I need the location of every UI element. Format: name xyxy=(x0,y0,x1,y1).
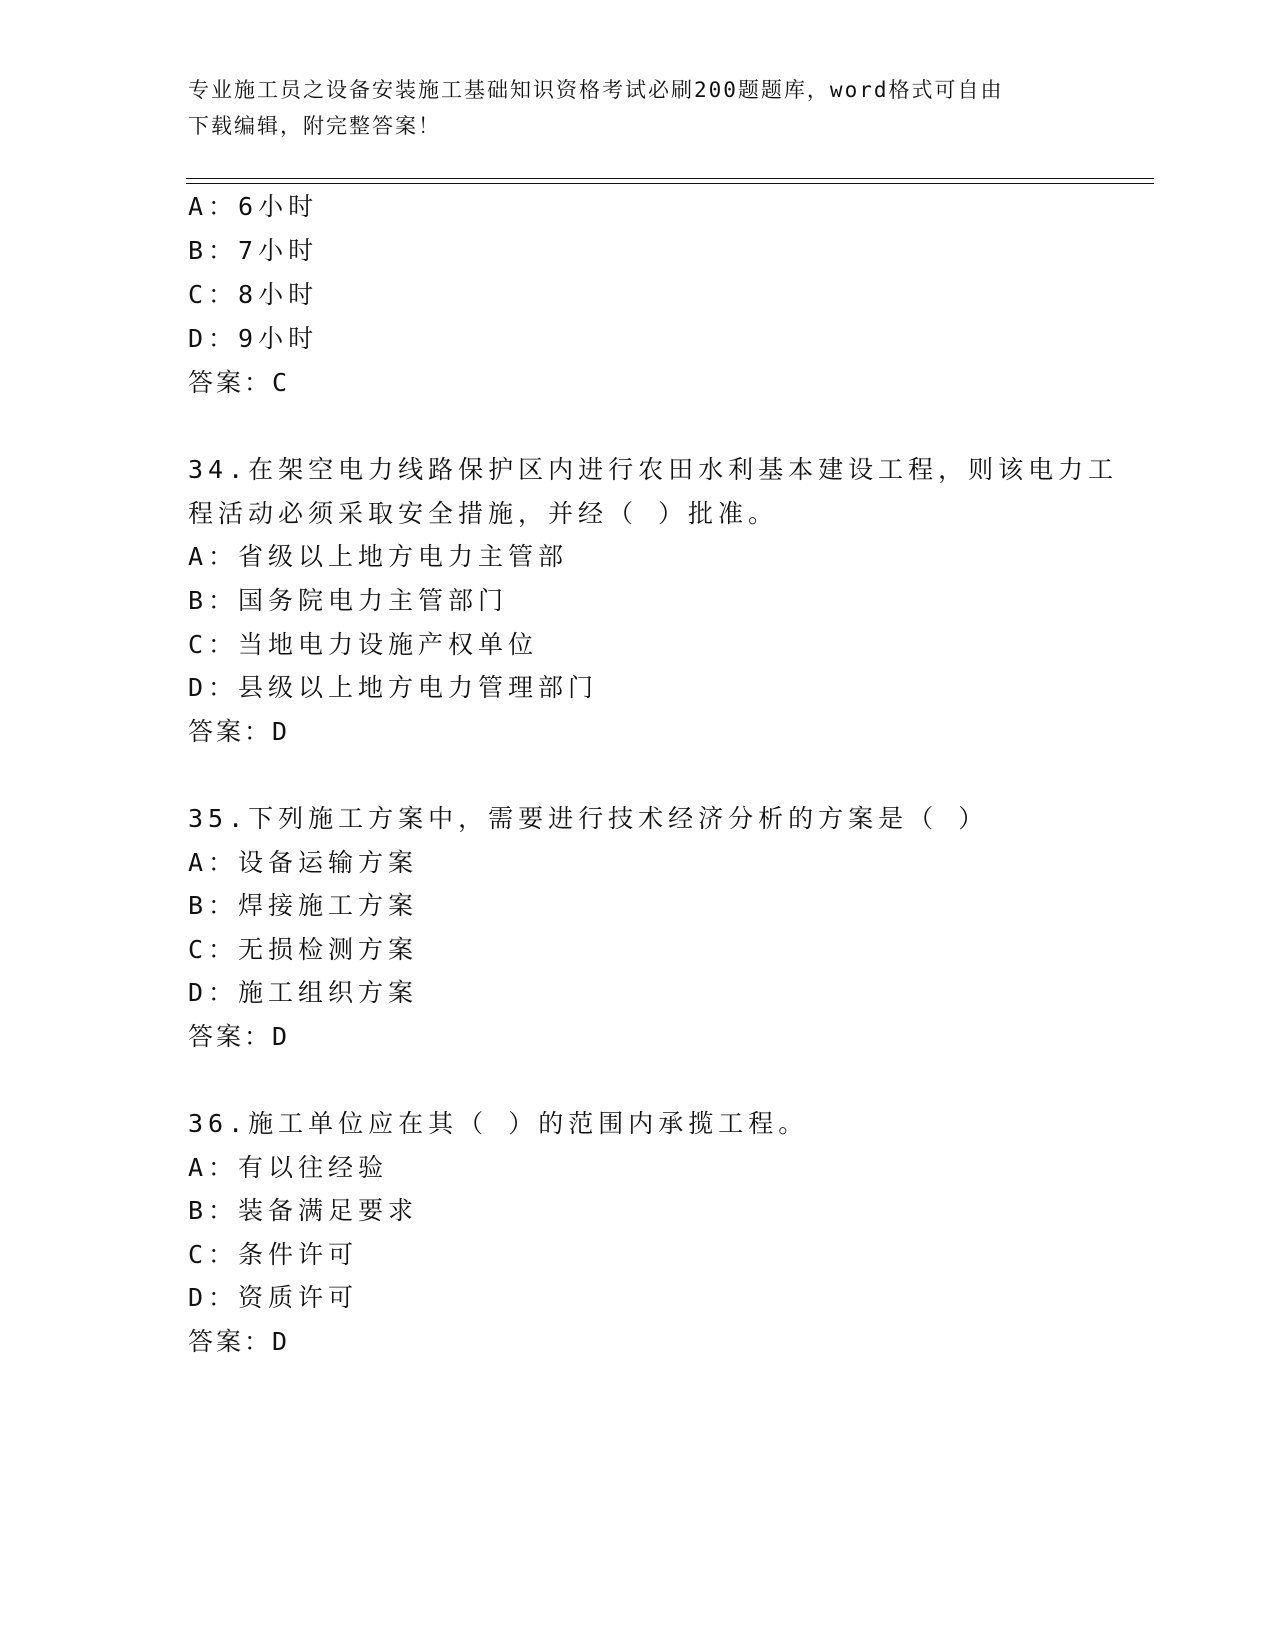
document-header xyxy=(188,72,1068,144)
q34-answer: 答案：D xyxy=(188,717,291,746)
q36-option-d: D：资质许可 xyxy=(188,1283,359,1312)
q35-question: 35.下列施工方案中，需要进行技术经济分析的方案是（ ） xyxy=(188,804,989,833)
q36-question: 36.施工单位应在其（ ）的范围内承揽工程。 xyxy=(188,1109,809,1138)
header-title-line-1: 专业施工员之设备安装施工基础知识资格考试必刷200题题库，word格式可自由 xyxy=(188,78,1004,102)
q34-option-c: C：当地电力设施产权单位 xyxy=(188,630,539,659)
q33-option-a: A：6小时 xyxy=(188,192,319,221)
q35-option-a: A：设备运输方案 xyxy=(188,848,419,877)
q34-option-b: B：国务院电力主管部门 xyxy=(188,586,509,615)
header-title-line-2: 下载编辑，附完整答案！ xyxy=(188,114,441,138)
q35-answer: 答案：D xyxy=(188,1022,291,1051)
q36-option-c: C：条件许可 xyxy=(188,1240,359,1269)
q34-option-d: D：县级以上地方电力管理部门 xyxy=(188,673,599,702)
q33-option-c: C：8小时 xyxy=(188,280,319,309)
q36-option-b: B：装备满足要求 xyxy=(188,1196,419,1225)
q34-question-line-1: 34.在架空电力线路保护区内进行农田水利基本建设工程，则该电力工 xyxy=(188,455,1119,484)
q36-option-a: A：有以往经验 xyxy=(188,1153,389,1182)
q33-option-b: B：7小时 xyxy=(188,236,319,265)
q35-option-d: D：施工组织方案 xyxy=(188,978,419,1007)
q33-answer: 答案：C xyxy=(188,368,291,397)
q36-answer: 答案：D xyxy=(188,1327,291,1356)
header-divider-bottom xyxy=(186,183,1154,184)
q35-option-c: C：无损检测方案 xyxy=(188,935,419,964)
q34-question-line-2: 程活动必须采取安全措施，并经（ ）批准。 xyxy=(188,499,779,528)
q35-option-b: B：焊接施工方案 xyxy=(188,891,419,920)
q34-option-a: A：省级以上地方电力主管部 xyxy=(188,542,569,571)
q33-option-d: D：9小时 xyxy=(188,324,319,353)
header-divider-top xyxy=(186,178,1154,179)
